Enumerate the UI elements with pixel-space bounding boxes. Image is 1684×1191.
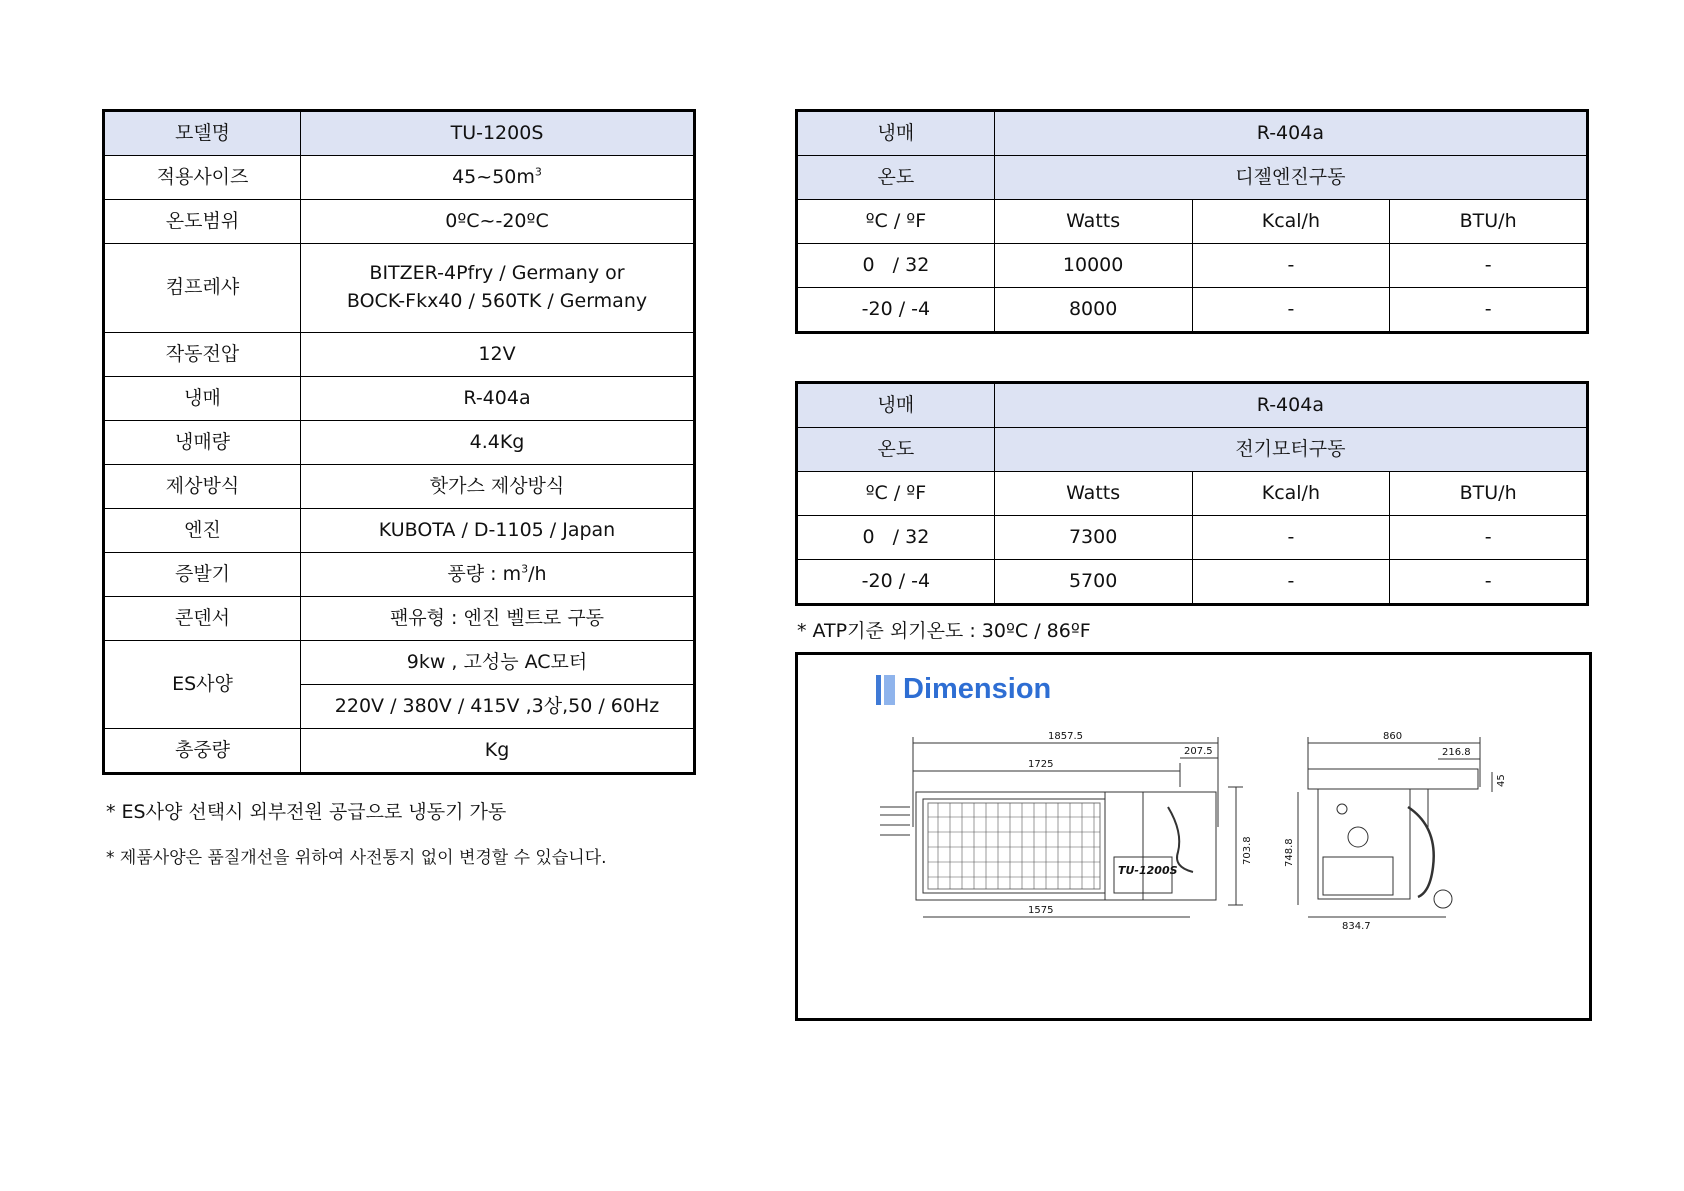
mode-label: 전기모터구동 — [994, 428, 1587, 472]
mode-row — [797, 428, 1588, 472]
dim-end-right: 216.8 — [1442, 747, 1471, 758]
table-cell: 10000 — [994, 244, 1192, 288]
col-header: ºC / ºF — [797, 200, 995, 244]
spec-value: KUBOTA / D-1105 / Japan — [301, 509, 695, 553]
temp-label: 온도 — [797, 156, 995, 200]
refrigerant-label: 냉매 — [797, 111, 995, 156]
es-note: * ES사양 선택시 외부전원 공급으로 냉동기 가동 — [106, 801, 507, 823]
refrigerant-value: R-404a — [994, 383, 1587, 428]
spec-row-refrigerant-amount — [104, 421, 695, 465]
table-cell: 0 / 32 — [797, 244, 995, 288]
table-cell: - — [1192, 560, 1390, 605]
spec-row-evaporator — [104, 553, 695, 597]
spec-row-model — [104, 111, 695, 156]
table-cell: -20 / -4 — [797, 288, 995, 333]
table-row — [797, 244, 1588, 288]
spec-row-compressor — [104, 244, 695, 333]
dim-bottom-length: 1575 — [1028, 905, 1054, 916]
spec-value: 12V — [301, 333, 695, 377]
table-cell: 0 / 32 — [797, 516, 995, 560]
col-header: BTU/h — [1390, 200, 1588, 244]
spec-row-weight — [104, 729, 695, 774]
spec-label: 온도범위 — [104, 200, 301, 244]
atp-note: * ATP기준 외기온도 : 30ºC / 86ºF — [797, 620, 1091, 642]
spec-label: 냉매 — [104, 377, 301, 421]
table-cell: - — [1192, 516, 1390, 560]
refrigerant-row — [797, 111, 1588, 156]
spec-label: 콘덴서 — [104, 597, 301, 641]
spec-value: 220V / 380V / 415V ,3상,50 / 60Hz — [301, 685, 695, 729]
spec-row-temp-range — [104, 200, 695, 244]
table-cell: - — [1390, 516, 1588, 560]
table-cell: 8000 — [994, 288, 1192, 333]
table-row — [797, 560, 1588, 605]
electric-capacity-table — [795, 381, 1589, 606]
spec-value: TU-1200S — [301, 111, 695, 156]
spec-value: $45\sim 50m^3$ — [301, 156, 695, 200]
spec-table — [102, 109, 696, 775]
table-cell: - — [1390, 288, 1588, 333]
spec-value: 핫가스 제상방식 — [301, 465, 695, 509]
spec-row-refrigerant — [104, 377, 695, 421]
mode-label: 디젤엔진구동 — [994, 156, 1587, 200]
table-row — [797, 516, 1588, 560]
table-cell: - — [1390, 560, 1588, 605]
spec-label: 모델명 — [104, 111, 301, 156]
spec-label: ES사양 — [104, 641, 301, 729]
spec-label: 적용사이즈 — [104, 156, 301, 200]
temp-label: 온도 — [797, 428, 995, 472]
dim-end-height: 748.8 — [1284, 838, 1295, 867]
dim-inner-length: 1725 — [1028, 759, 1054, 770]
spec-row-es — [104, 641, 695, 685]
table-cell: -20 / -4 — [797, 560, 995, 605]
col-header: Kcal/h — [1192, 472, 1390, 516]
spec-value: 팬유형 : 엔진 벨트로 구동 — [301, 597, 695, 641]
column-header-row — [797, 472, 1588, 516]
table-cell: - — [1192, 244, 1390, 288]
table-cell: 5700 — [994, 560, 1192, 605]
refrigerant-row — [797, 383, 1588, 428]
refrigerant-label: 냉매 — [797, 383, 995, 428]
dim-end-top: 45 — [1496, 774, 1507, 787]
compressor-line-2: BOCK-Fkx40 / 560TK / Germany — [346, 290, 648, 312]
spec-row-condenser — [104, 597, 695, 641]
spec-value: 4.4Kg — [301, 421, 695, 465]
col-header: Watts — [994, 472, 1192, 516]
spec-label: 총중량 — [104, 729, 301, 774]
col-header: Watts — [994, 200, 1192, 244]
dim-end-bottom: 834.7 — [1342, 921, 1371, 932]
table-cell: - — [1192, 288, 1390, 333]
spec-label: 냉매량 — [104, 421, 301, 465]
spec-row-engine — [104, 509, 695, 553]
title-bar-icon — [876, 675, 881, 705]
spec-label: 컴프레샤 — [104, 244, 301, 333]
title-bar-accent-icon — [884, 675, 895, 705]
dim-total-length: 1857.5 — [1048, 731, 1083, 742]
change-note: * 제품사양은 품질개선을 위하여 사전통지 없이 변경할 수 있습니다. — [106, 848, 607, 868]
spec-label: 엔진 — [104, 509, 301, 553]
mode-row — [797, 156, 1588, 200]
table-cell: - — [1390, 244, 1588, 288]
table-cell: 7300 — [994, 516, 1192, 560]
unit-badge-label: TU-1200S — [1118, 864, 1178, 877]
spec-value: 9kw , 고성능 AC모터 — [301, 641, 695, 685]
spec-value: 풍량 : $m^3/h$ — [301, 553, 695, 597]
spec-value: 0ºC~-20ºC — [301, 200, 695, 244]
spec-row-defrost — [104, 465, 695, 509]
spec-label: 증발기 — [104, 553, 301, 597]
spec-label: 작동전압 — [104, 333, 301, 377]
spec-label: 제상방식 — [104, 465, 301, 509]
diesel-capacity-table — [795, 109, 1589, 334]
spec-value — [301, 244, 695, 333]
table-row — [797, 288, 1588, 333]
spec-value: R-404a — [301, 377, 695, 421]
col-header: Kcal/h — [1192, 200, 1390, 244]
column-header-row — [797, 200, 1588, 244]
col-header: BTU/h — [1390, 472, 1588, 516]
refrigerant-value: R-404a — [994, 111, 1587, 156]
spec-value: Kg — [301, 729, 695, 774]
spec-row-voltage — [104, 333, 695, 377]
dim-right-offset: 207.5 — [1184, 746, 1213, 757]
compressor-line-1: BITZER-4Pfry / Germany or — [369, 262, 625, 285]
dimension-box — [795, 652, 1592, 1021]
dimension-drawing — [868, 717, 1528, 957]
col-header: ºC / ºF — [797, 472, 995, 516]
dim-side-height: 703.8 — [1242, 836, 1253, 865]
dim-end-width: 860 — [1383, 731, 1403, 742]
spec-row-size — [104, 156, 695, 200]
dimension-title: Dimension — [876, 673, 1051, 706]
